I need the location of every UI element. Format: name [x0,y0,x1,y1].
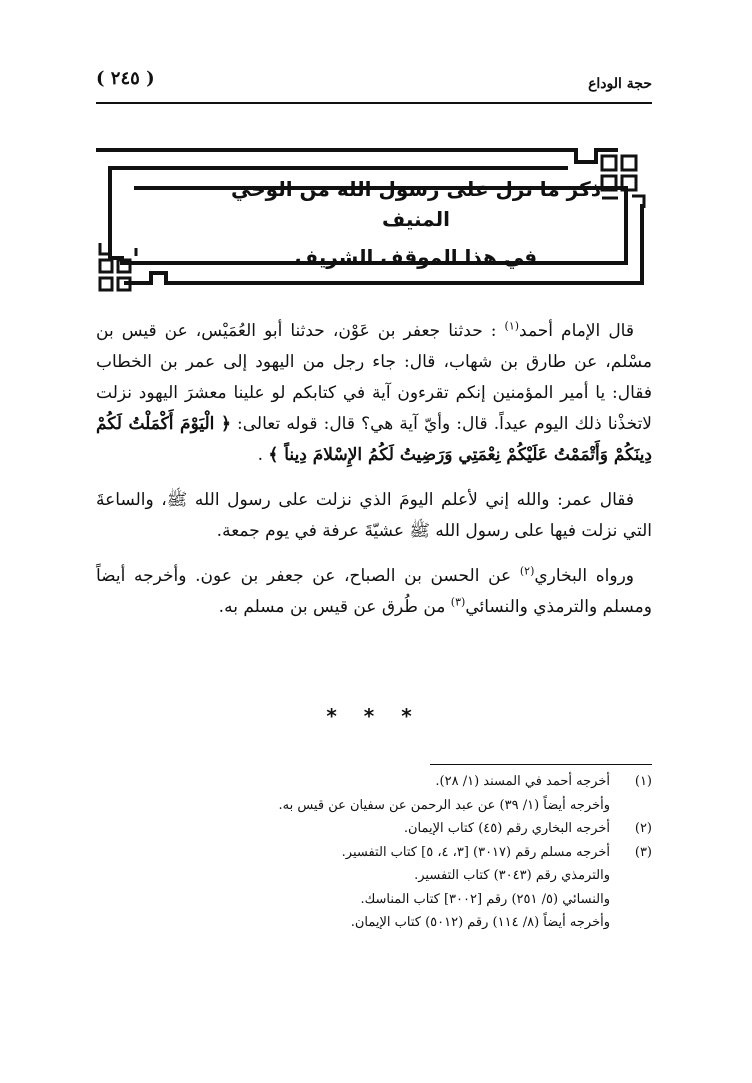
running-header [96,64,652,100]
footnote-2 [230,817,652,841]
chapter-title-line-2: في هذا الموقف الشريف [294,245,538,269]
chapter-title [231,174,601,272]
footnote-line: أخرجه مسلم رقم (٣٠١٧) [٣، ٤، ٥] كتاب التفسير. [341,844,610,860]
footnote-number: (٢) [634,821,652,836]
footnote-reference-2: (٢) [519,564,535,578]
section-separator: * * * [326,704,422,728]
footnote-rule [430,764,652,765]
page-number: ( ٢٤٥ ) [96,68,155,89]
footnote-1 [230,770,652,794]
paragraph-1 [96,316,652,471]
paragraph-3-middle: عن الحسن بن الصباح، عن جعفر بن عون. وأخرجه أيضاً ومسلم والترمذي والنسائي [96,566,652,617]
paragraph-3-opening: ورواه البخاري [534,566,634,586]
chapter-title-frame [96,148,656,296]
body-text [96,316,652,623]
paragraph-1-end: . [257,445,269,465]
paragraph-1-opening: قال الإمام أحمد [519,321,634,341]
footnote-3-continuation: وأخرجه أيضاً (٨/ ١١٤) رقم (٥٠١٢) كتاب الإيمان. [350,915,610,930]
header-rule [96,102,652,104]
paragraph-3 [96,561,652,623]
footnote-3 [230,841,652,865]
footnote-number: (١) [634,774,652,789]
footnote-reference-1: (١) [504,319,520,333]
paragraph-3-end: من طُرق عن قيس بن مسلم به. [218,597,451,617]
chapter-title-line-1: ذكر ما نزل على رسول الله من الوحي المنيف [231,177,601,231]
paragraph-1-narration: : حدثنا جعفر بن عَوْن، حدثنا أبو العُمَيْس، عن قيس بن مسْلم، عن طارق بن شهاب، قال: جاء رجل من اليهود إلى عمر بن الخطاب فقال: يا أمير المؤمنين إنكم تقرءون آية في كتابكم لو علينا معشرَ اليهود نزلت لاتخذْنا ذلك اليوم عيداً. قال: وأيّ آية هي؟ قال: قوله تعالى: [96,321,652,434]
running-title: حجة الوداع [588,76,652,92]
footnote-3-continuation: والترمذي رقم (٣٠٤٣) كتاب التفسير. [414,868,610,883]
footnote-number: (٣) [634,844,652,860]
footnote-line: أخرجه أحمد في المسند (١/ ٢٨). [435,774,610,789]
footnote-line: أخرجه البخاري رقم (٤٥) كتاب الإيمان. [403,821,610,836]
footnote-1-continuation: وأخرجه أيضاً (١/ ٣٩) عن عبد الرحمن عن سفيان عن قيس به. [278,797,610,813]
quran-verse: ﴿ الْيَوْمَ أَكْمَلْتُ لَكُمْ دِينَكُمْ وَأَتْمَمْتُ عَلَيْكُمْ نِعْمَتِي وَرَضِيتُ لَكُمُ الإِسْلامَ دِيناً ﴾ [96,414,652,465]
paragraph-2: فقال عمر: والله إني لأعلم اليومَ الذي نزلت على رسول الله ﷺ، والساعةَ التي نزلت فيها على رسول الله ﷺ عشيّةَ عرفة في يوم جمعة. [96,490,652,541]
footnotes [230,770,652,935]
footnote-reference-3: (٣) [450,595,466,609]
footnote-3-continuation: والنسائي (٥/ ٢٥١) رقم [٣٠٠٢] كتاب المناسك. [360,891,610,907]
